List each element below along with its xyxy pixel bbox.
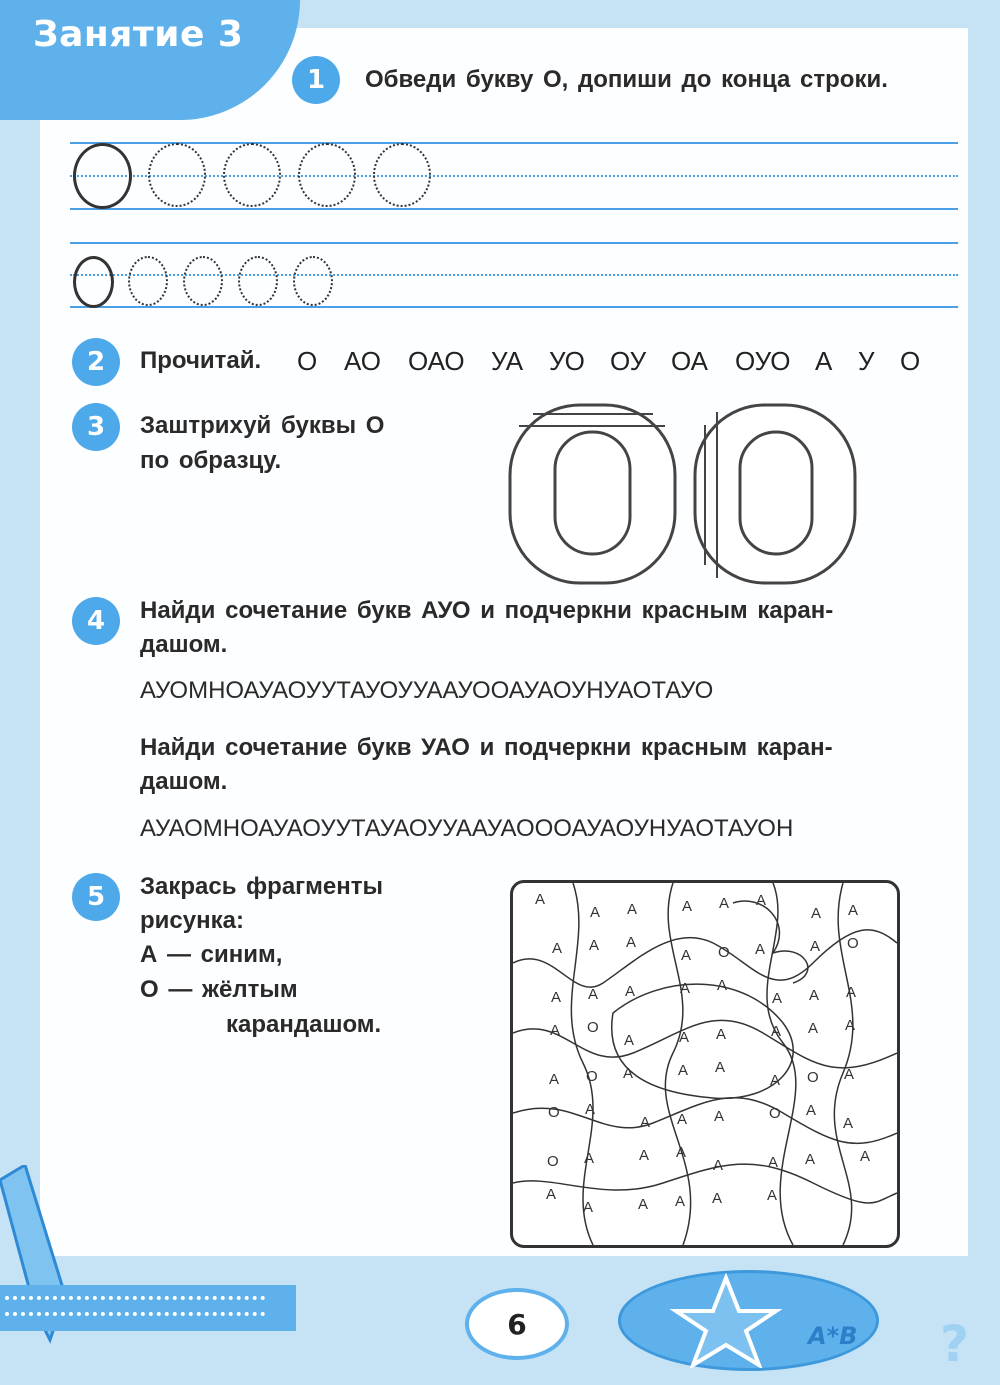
writing-line [70,306,958,308]
picture-letter: А [588,986,599,1003]
picture-letter: А [805,1151,816,1168]
outline-letters-o[interactable] [505,400,865,590]
picture-letter: А [627,901,638,918]
picture-letter: О [847,935,859,952]
picture-letter: А [678,1062,689,1079]
question-mark-icon: ? [940,1315,970,1373]
task-1-badge: 1 [292,56,340,104]
picture-letter: А [676,1144,687,1161]
picture-letter: А [583,1199,594,1216]
syllable: ОАО [408,346,465,376]
task-1-text: Обведи букву О, допиши до конца строки. [365,66,888,93]
task-4a-text: Найди сочетание букв АУО и подчеркни красным каран- [140,597,834,624]
letter-string-2[interactable]: АУАОМНОАУАОУУТАУАОУУААУАОООАУАОУНУАОТАУОН [140,815,794,842]
picture-letter: А [584,1150,595,1167]
picture-letter: А [717,977,728,994]
trace-letter-o[interactable] [298,143,356,207]
footer-bar [0,1285,296,1331]
picture-letter: О [587,1019,599,1036]
lesson-title: Занятие 3 [33,14,244,55]
footer-dots [5,1312,265,1316]
picture-letter: А [811,905,822,922]
syllable: А [815,346,833,376]
picture-letter: А [770,1072,781,1089]
trace-letter-o-small[interactable] [183,256,223,306]
picture-letter: А [677,1111,688,1128]
picture-letter: А [679,1029,690,1046]
footer-dots [5,1296,265,1300]
task-5-line: О — жёлтым [140,976,298,1003]
syllable: АО [344,346,381,376]
sample-letter-o-small [73,256,114,308]
picture-letter: А [810,938,821,955]
syllable: У [858,346,875,376]
picture-letter: А [682,898,693,915]
picture-letter: А [808,1020,819,1037]
task-5-line: рисунка: [140,907,244,934]
picture-letter: А [585,1101,596,1118]
task-2-badge: 2 [72,338,120,386]
picture-letter: А [589,937,600,954]
star-icon [621,1273,876,1368]
picture-letter: А [681,947,692,964]
writing-line [70,242,958,244]
picture-letter: А [843,1115,854,1132]
trace-letter-o[interactable] [373,143,431,207]
trace-letter-o[interactable] [223,143,281,207]
task-3-line2: по образцу. [140,447,282,474]
writing-line [70,142,958,144]
picture-letter: А [624,1032,635,1049]
logo-oval [618,1270,879,1371]
sample-letter-o [73,143,132,209]
picture-letter: О [718,944,730,961]
picture-letter: А [623,1065,634,1082]
trace-letter-o-small[interactable] [238,256,278,306]
task-4b-text-cont: дашом. [140,768,228,795]
picture-letter: А [590,904,601,921]
syllable: О [900,346,921,376]
picture-letter: А [767,1187,778,1204]
picture-letter: А [715,1059,726,1076]
syllable: УО [549,346,585,376]
syllable: ОА [671,346,708,376]
picture-letter: А [755,941,766,958]
syllable: ОУО [735,346,791,376]
picture-letter: А [846,984,857,1001]
picture-letter: А [716,1026,727,1043]
picture-letter: А [845,1017,856,1034]
picture-letter: А [844,1066,855,1083]
task-5-line: Закрась фрагменты [140,873,384,900]
task-3-badge: 3 [72,403,120,451]
picture-letter: А [713,1157,724,1174]
picture-letter: А [860,1148,871,1165]
picture-letter: А [626,934,637,951]
task-4-badge: 4 [72,597,120,645]
picture-letter: А [719,895,730,912]
coloring-picture[interactable] [510,880,900,1248]
picture-letter: О [586,1068,598,1085]
picture-letter: А [806,1102,817,1119]
syllable: О [297,346,318,376]
picture-letter: А [546,1186,557,1203]
task-4a-text-cont: дашом. [140,631,228,658]
letter-string-1[interactable]: АУОМНОАУАОУУТАУОУУААУООАУАОУНУАОТАУО [140,677,714,704]
picture-letter: О [807,1069,819,1086]
picture-letter: А [638,1196,649,1213]
picture-letter: А [550,1022,561,1039]
task-5-line: А — синим, [140,941,283,968]
logo-text: А*В [808,1322,858,1350]
picture-letter: А [714,1108,725,1125]
picture-outlines [513,883,897,1245]
trace-letter-o-small[interactable] [128,256,168,306]
picture-letter: А [809,987,820,1004]
picture-letter: А [712,1190,723,1207]
task-2-label: Прочитай. [140,347,262,374]
picture-letter: А [549,1071,560,1088]
syllable: УА [491,346,524,376]
picture-letter: А [680,980,691,997]
picture-letter: А [768,1154,779,1171]
picture-letter: А [640,1114,651,1131]
trace-letter-o-small[interactable] [293,256,333,306]
trace-letter-o[interactable] [148,143,206,207]
picture-letter: А [772,990,783,1007]
writing-line [70,208,958,210]
picture-letter: А [625,983,636,1000]
task-4b-text: Найди сочетание букв УАО и подчеркни красным каран- [140,734,833,761]
picture-letter: А [675,1193,686,1210]
syllable: ОУ [610,346,647,376]
task-3-line1: Заштрихуй буквы О [140,412,385,439]
picture-letter: А [552,940,563,957]
picture-letter: А [848,902,859,919]
picture-letter: А [535,891,546,908]
picture-letter: А [771,1023,782,1040]
picture-letter: А [551,989,562,1006]
picture-letter: А [756,892,767,909]
task-5-line: карандашом. [226,1011,382,1038]
picture-letter: А [639,1147,650,1164]
task-5-badge: 5 [72,873,120,921]
picture-letter: О [547,1153,559,1170]
picture-letter: О [769,1105,781,1122]
picture-letter: О [548,1104,560,1121]
page-number: 6 [465,1288,569,1360]
